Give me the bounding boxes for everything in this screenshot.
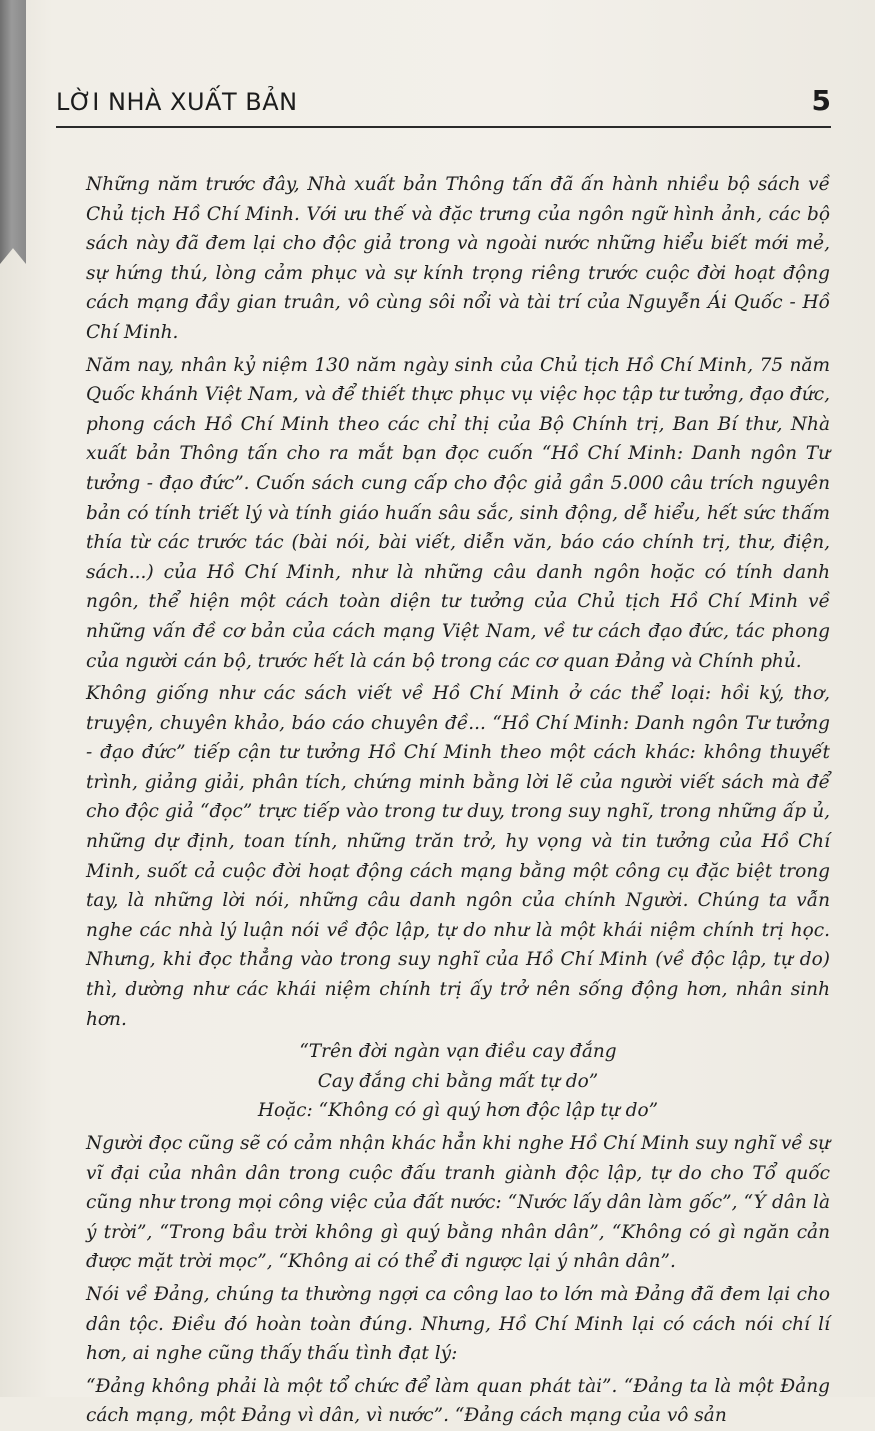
- quote-line-2: Cay đắng chi bằng mất tự do”: [317, 1070, 599, 1092]
- paragraph-5: Nói về Đảng, chúng ta thường ngợi ca công lao to lớn mà Đảng đã đem lại cho dân tộc. Điều đó hoàn toàn đúng. Nhưng, Hồ Chí Minh lại có cách nói chí lí hơn, ai nghe cũng thấy thấu tình đạt lý:: [86, 1283, 830, 1365]
- quote-line-1: “Trên đời ngàn vạn điều cay đắng: [299, 1041, 617, 1063]
- paragraph-1: Những năm trước đây, Nhà xuất bản Thông tấn đã ấn hành nhiều bộ sách về Chủ tịch Hồ Chí Minh. Với ưu thế và đặc trưng của ngôn ngữ hình ảnh, các bộ sách này đã đem lại cho độc giả trong và ngoài nước những hiểu biết mới mẻ, sự hứng thú, lòng cảm phục và sự kính trọng riêng trước cuộc đời hoạt động cách mạng đầy gian truân, vô cùng sôi nổi và tài trí của Nguyễn Ái Quốc - Hồ Chí Minh.: [86, 174, 830, 343]
- paragraph-2: Năm nay, nhân kỷ niệm 130 năm ngày sinh của Chủ tịch Hồ Chí Minh, 75 năm Quốc khánh Việt Nam, và để thiết thực phục vụ việc học tập tư tưởng, đạo đức, phong cách Hồ Chí Minh theo các chỉ thị của Bộ Chính trị, Ban Bí thư, Nhà xuất bản Thông tấn cho ra mắt bạn đọc cuốn “Hồ Chí Minh: Danh ngôn Tư tưởng - đạo đức”. Cuốn sách cung cấp cho độc giả gần 5.000 câu trích nguyên bản có tính triết lý và tính giáo huấn sâu sắc, sinh động, dễ hiểu, hết sức thấm thía từ các trước tác (bài nói, bài viết, diễn văn, báo cáo chính trị, thư, điện, sách...) của Hồ Chí Minh, như là những câu danh ngôn hoặc có tính danh ngôn, thể hiện một cách toàn diện tư tưởng của Chủ tịch Hồ Chí Minh về những vấn đề cơ bản của cách mạng Việt Nam, về tư cách đạo đức, tác phong của người cán bộ, trước hết là cán bộ trong các cơ quan Đảng và Chính phủ.: [86, 354, 830, 672]
- quote-line-3: Hoặc: “Không có gì quý hơn độc lập tự do”: [257, 1100, 659, 1122]
- bookmark-ribbon: [0, 0, 26, 264]
- section-title: LỜI NHÀ XUẤT BẢN: [56, 88, 298, 116]
- page-number: 5: [811, 84, 831, 117]
- page-header: [56, 84, 831, 128]
- paragraph-6: “Đảng không phải là một tổ chức để làm quan phát tài”. “Đảng ta là một Đảng cách mạng, một Đảng vì dân, vì nước”. “Đảng cách mạng của vô sản: [86, 1375, 830, 1427]
- body-text: [86, 170, 830, 1431]
- paragraph-3: Không giống như các sách viết về Hồ Chí Minh ở các thể loại: hồi ký, thơ, truyện, chuyên khảo, báo cáo chuyên đề... “Hồ Chí Minh: Danh ngôn Tư tưởng - đạo đức” tiếp cận tư tưởng Hồ Chí Minh theo một cách khác: không thuyết trình, giảng giải, phân tích, chứng minh bằng lời lẽ của người viết sách mà để cho độc giả “đọc” trực tiếp vào trong tư duy, trong suy nghĩ, trong những ấp ủ, những dự định, toan tính, những trăn trở, hy vọng và tin tưởng của Hồ Chí Minh, suốt cả cuộc đời hoạt động cách mạng bằng một công cụ đặc biệt trong tay, là những lời nói, những câu danh ngôn của chính Người. Chúng ta vẫn nghe các nhà lý luận nói về độc lập, tự do như là một khái niệm chính trị học. Nhưng, khi đọc thẳng vào trong suy nghĩ của Hồ Chí Minh (về độc lập, tự do) thì, dường như các khái niệm chính trị ấy trở nên sống động hơn, nhân sinh hơn.: [86, 683, 830, 1030]
- paragraph-4: Người đọc cũng sẽ có cảm nhận khác hẳn khi nghe Hồ Chí Minh suy nghĩ về sự vĩ đại của nhân dân trong cuộc đấu tranh giành độc lập, tự do cho Tổ quốc cũng như trong mọi công việc của đất nước: “Nước lấy dân làm gốc”, “Ý dân là ý trời”, “Trong bầu trời không gì quý bằng nhân dân”, “Không có gì ngăn cản được mặt trời mọc”, “Không ai có thể đi ngược lại ý nhân dân”.: [86, 1133, 830, 1273]
